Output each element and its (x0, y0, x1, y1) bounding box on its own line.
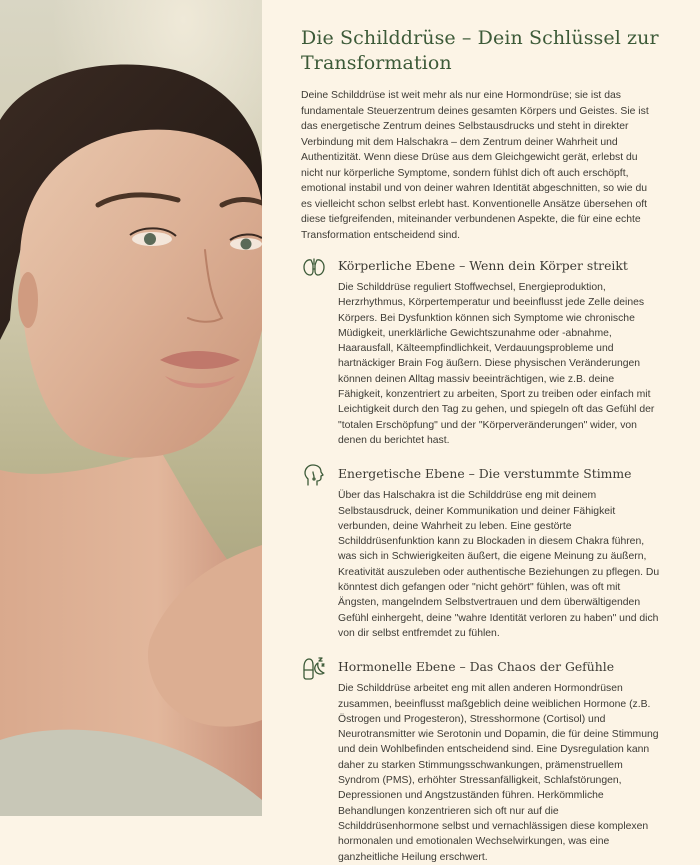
article-intro: Deine Schilddrüse ist weit mehr als nur eine Hormondrüse; sie ist das fundamentale Steuerzentrum deines gesamten Körpers und Geistes. Sie ist das energetische Zentrum deines Selbstausdrucks und steht in direkter Verbindung mit dem Halschakra – dem Zentrum deiner Wahrheit und Authentizität. Wenn diese Drüse aus dem Gleichgewicht gerät, erlebst du nicht nur körperliche Symptome, sondern fühlst dich oft auch erschöpft, emotional instabil und von deiner wahren Identität abgeschnitten, so wie du es vielleicht schon selbst erlebt hast. Konventionelle Ansätze übersehen oft diese tiefgreifenden, miteinander verbundenen Aspekte, die für eine echte Transformation entscheidend sind. (301, 90, 649, 241)
section-body: Die Schilddrüse reguliert Stoffwechsel, Energieproduktion, Herzrhythmus, Körpertemperatur und beeinflusst jede Zelle deines Körpers. Bei Dysfunktion können sich Symptome wie chronische Müdigkeit, unerklärliche Gewichtszunahme oder -abnahme, Haarausfall, Kälteempfindlichkeit, Verdauungsprobleme und hartnäckiger Brain Fog äußern. Diese physischen Veränderungen können deinen Alltag massiv beeinträchtigen, wie z.B. deine Fähigkeit, konzentriert zu arbeiten, Sport zu treiben oder einfach mit Leichtigkeit durch den Tag zu gehen, und spiegeln oft das Gefühl der "totalen Erschöpfung" und der "Körperveränderungen" wider, von denen du berichtet hast. (338, 282, 655, 446)
section-body: Die Schilddrüse arbeitet eng mit allen anderen Hormondrüsen zusammen, beeinflusst maßgeblich deine weiblichen Hormone (z.B. Östrogen und Progesteron), Stresshormone (Cortisol) und Neurotransmitter wie Serotonin und Dopamin, die für deine Stimmung und dein Wohlbefinden entscheidend sind. Eine Dysregulation kann daher zu starken Stimmungsschwankungen, prämenstruellem Syndrom (PMS), erhöhter Stressanfälligkeit, Schlafstörungen, Depressionen und Angstzuständen führen. Herkömmliche Behandlungen konzentrieren sich oft nur auf die Schilddrüsenhormone selbst und vernachlässigen diese komplexen hormonalen und emotionalen Wechselwirkungen, was eine ganzheitliche Heilung erschwert. (338, 683, 659, 863)
section-body: Über das Halschakra ist die Schilddrüse eng mit deinem Selbstausdruck, deiner Kommunikation und deiner Fähigkeit verbunden, deine Wahrheit zu leben. Eine gestörte Schilddrüsenfunktion kann zu Blockaden in diesem Chakra führen, was sich in Schwierigkeiten äußert, die eigene Meinung zu äußern, Kreativität auszuleben oder authentische Beziehungen zu pflegen. Du könntest dich gefangen oder "nicht gehört" fühlen, was oft mit Ängsten, mangelndem Selbstvertrauen und dem überwältigenden Gefühl einhergeht, deine "wahre Identität verloren zu haben" und dich von dir selbst entfremdet zu fühlen. (338, 490, 660, 639)
article-title: Die Schilddrüse – Dein Schlüssel zur Transformation (301, 27, 659, 74)
portrait-image (0, 0, 262, 816)
head-profile-icon (301, 462, 327, 488)
sleep-hormones-icon (301, 655, 327, 681)
section-energetic (301, 465, 660, 641)
section-hormonal (301, 658, 660, 865)
section-heading: Energetische Ebene – Die verstummte Stimme (338, 466, 632, 482)
thyroid-icon (301, 254, 327, 280)
article (262, 0, 700, 863)
portrait-illustration (0, 0, 262, 816)
section-heading: Körperliche Ebene – Wenn dein Körper streikt (338, 258, 628, 273)
section-heading: Hormonelle Ebene – Das Chaos der Gefühle (338, 659, 615, 675)
section-physical (301, 257, 660, 448)
